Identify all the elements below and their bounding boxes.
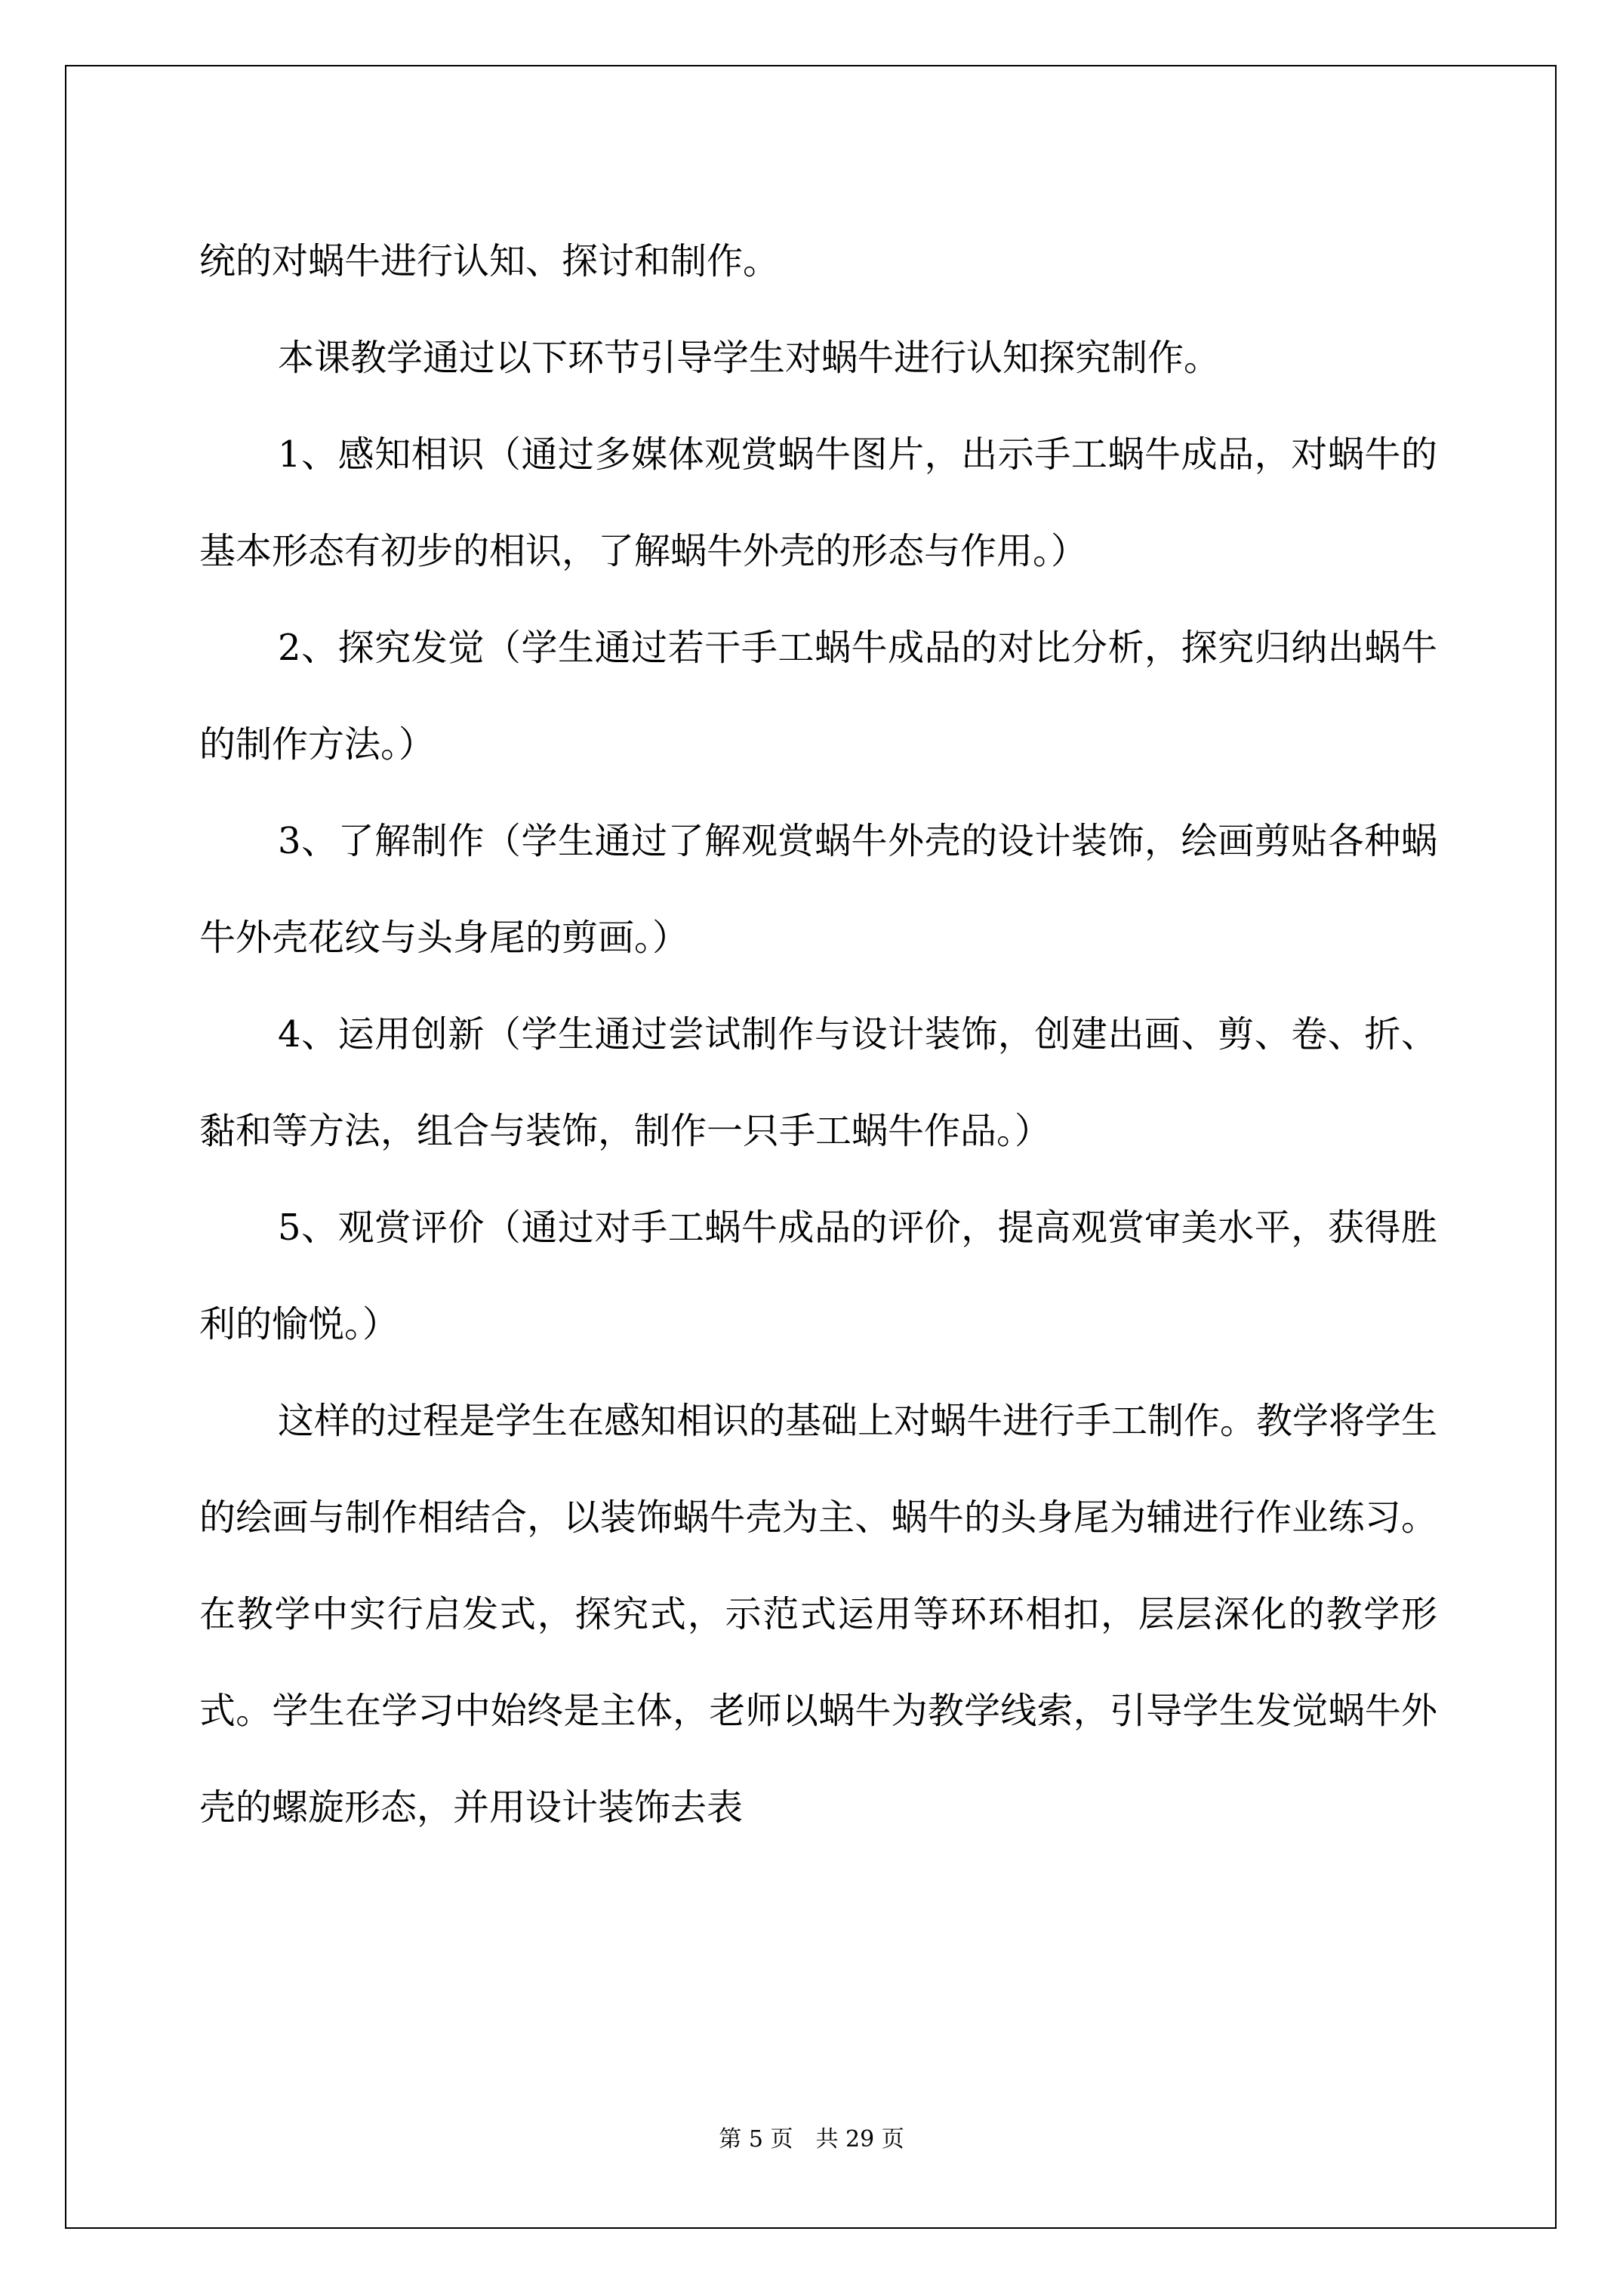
page-number: 第 5 页 [719,2126,793,2153]
paragraph-intro: 本课教学通过以下环节引导学生对蜗牛进行认知探究制作。 [278,337,1221,379]
paragraph-step-5: 5、观赏评价（通过对手工蜗牛成品的评价，提高观赏审美水平，获得胜利的愉悦。） [199,1207,1437,1345]
paragraph-step-2: 2、探究发觉（学生通过若干手工蜗牛成品的对比分析，探究归纳出蜗牛的制作方法。） [199,627,1437,766]
paragraph-step-3: 3、了解制作（学生通过了解观赏蜗牛外壳的设计装饰，绘画剪贴各种蜗牛外壳花纹与头身尾的剪画。） [199,820,1437,959]
paragraph-summary: 这样的过程是学生在感知相识的基础上对蜗牛进行手工制作。教学将学生的绘画与制作相结合，以装饰蜗牛壳为主、蜗牛的头身尾为辅进行作业练习。在教学中实行启发式，探究式，示范式运用等环环相扣，层层深化的教学形式。学生在学习中始终是主体，老师以蜗牛为教学线索，引导学生发觉蜗牛外壳的螺旋形态，并用设计装饰去表 [199,1400,1438,1829]
document-body [199,213,1437,1856]
paragraph-continuation: 统的对蜗牛进行认知、探讨和制作。 [199,240,780,282]
page-footer [0,2120,1623,2153]
page-total: 共 29 页 [815,2126,904,2153]
paragraph-step-1: 1、感知相识（通过多媒体观赏蜗牛图片，出示手工蜗牛成品，对蜗牛的基本形态有初步的相识，了解蜗牛外壳的形态与作用。） [199,433,1437,572]
paragraph-step-4: 4、运用创新（学生通过尝试制作与设计装饰，创建出画、剪、卷、折、黏和等方法，组合与装饰，制作一只手工蜗牛作品。） [199,1013,1437,1152]
